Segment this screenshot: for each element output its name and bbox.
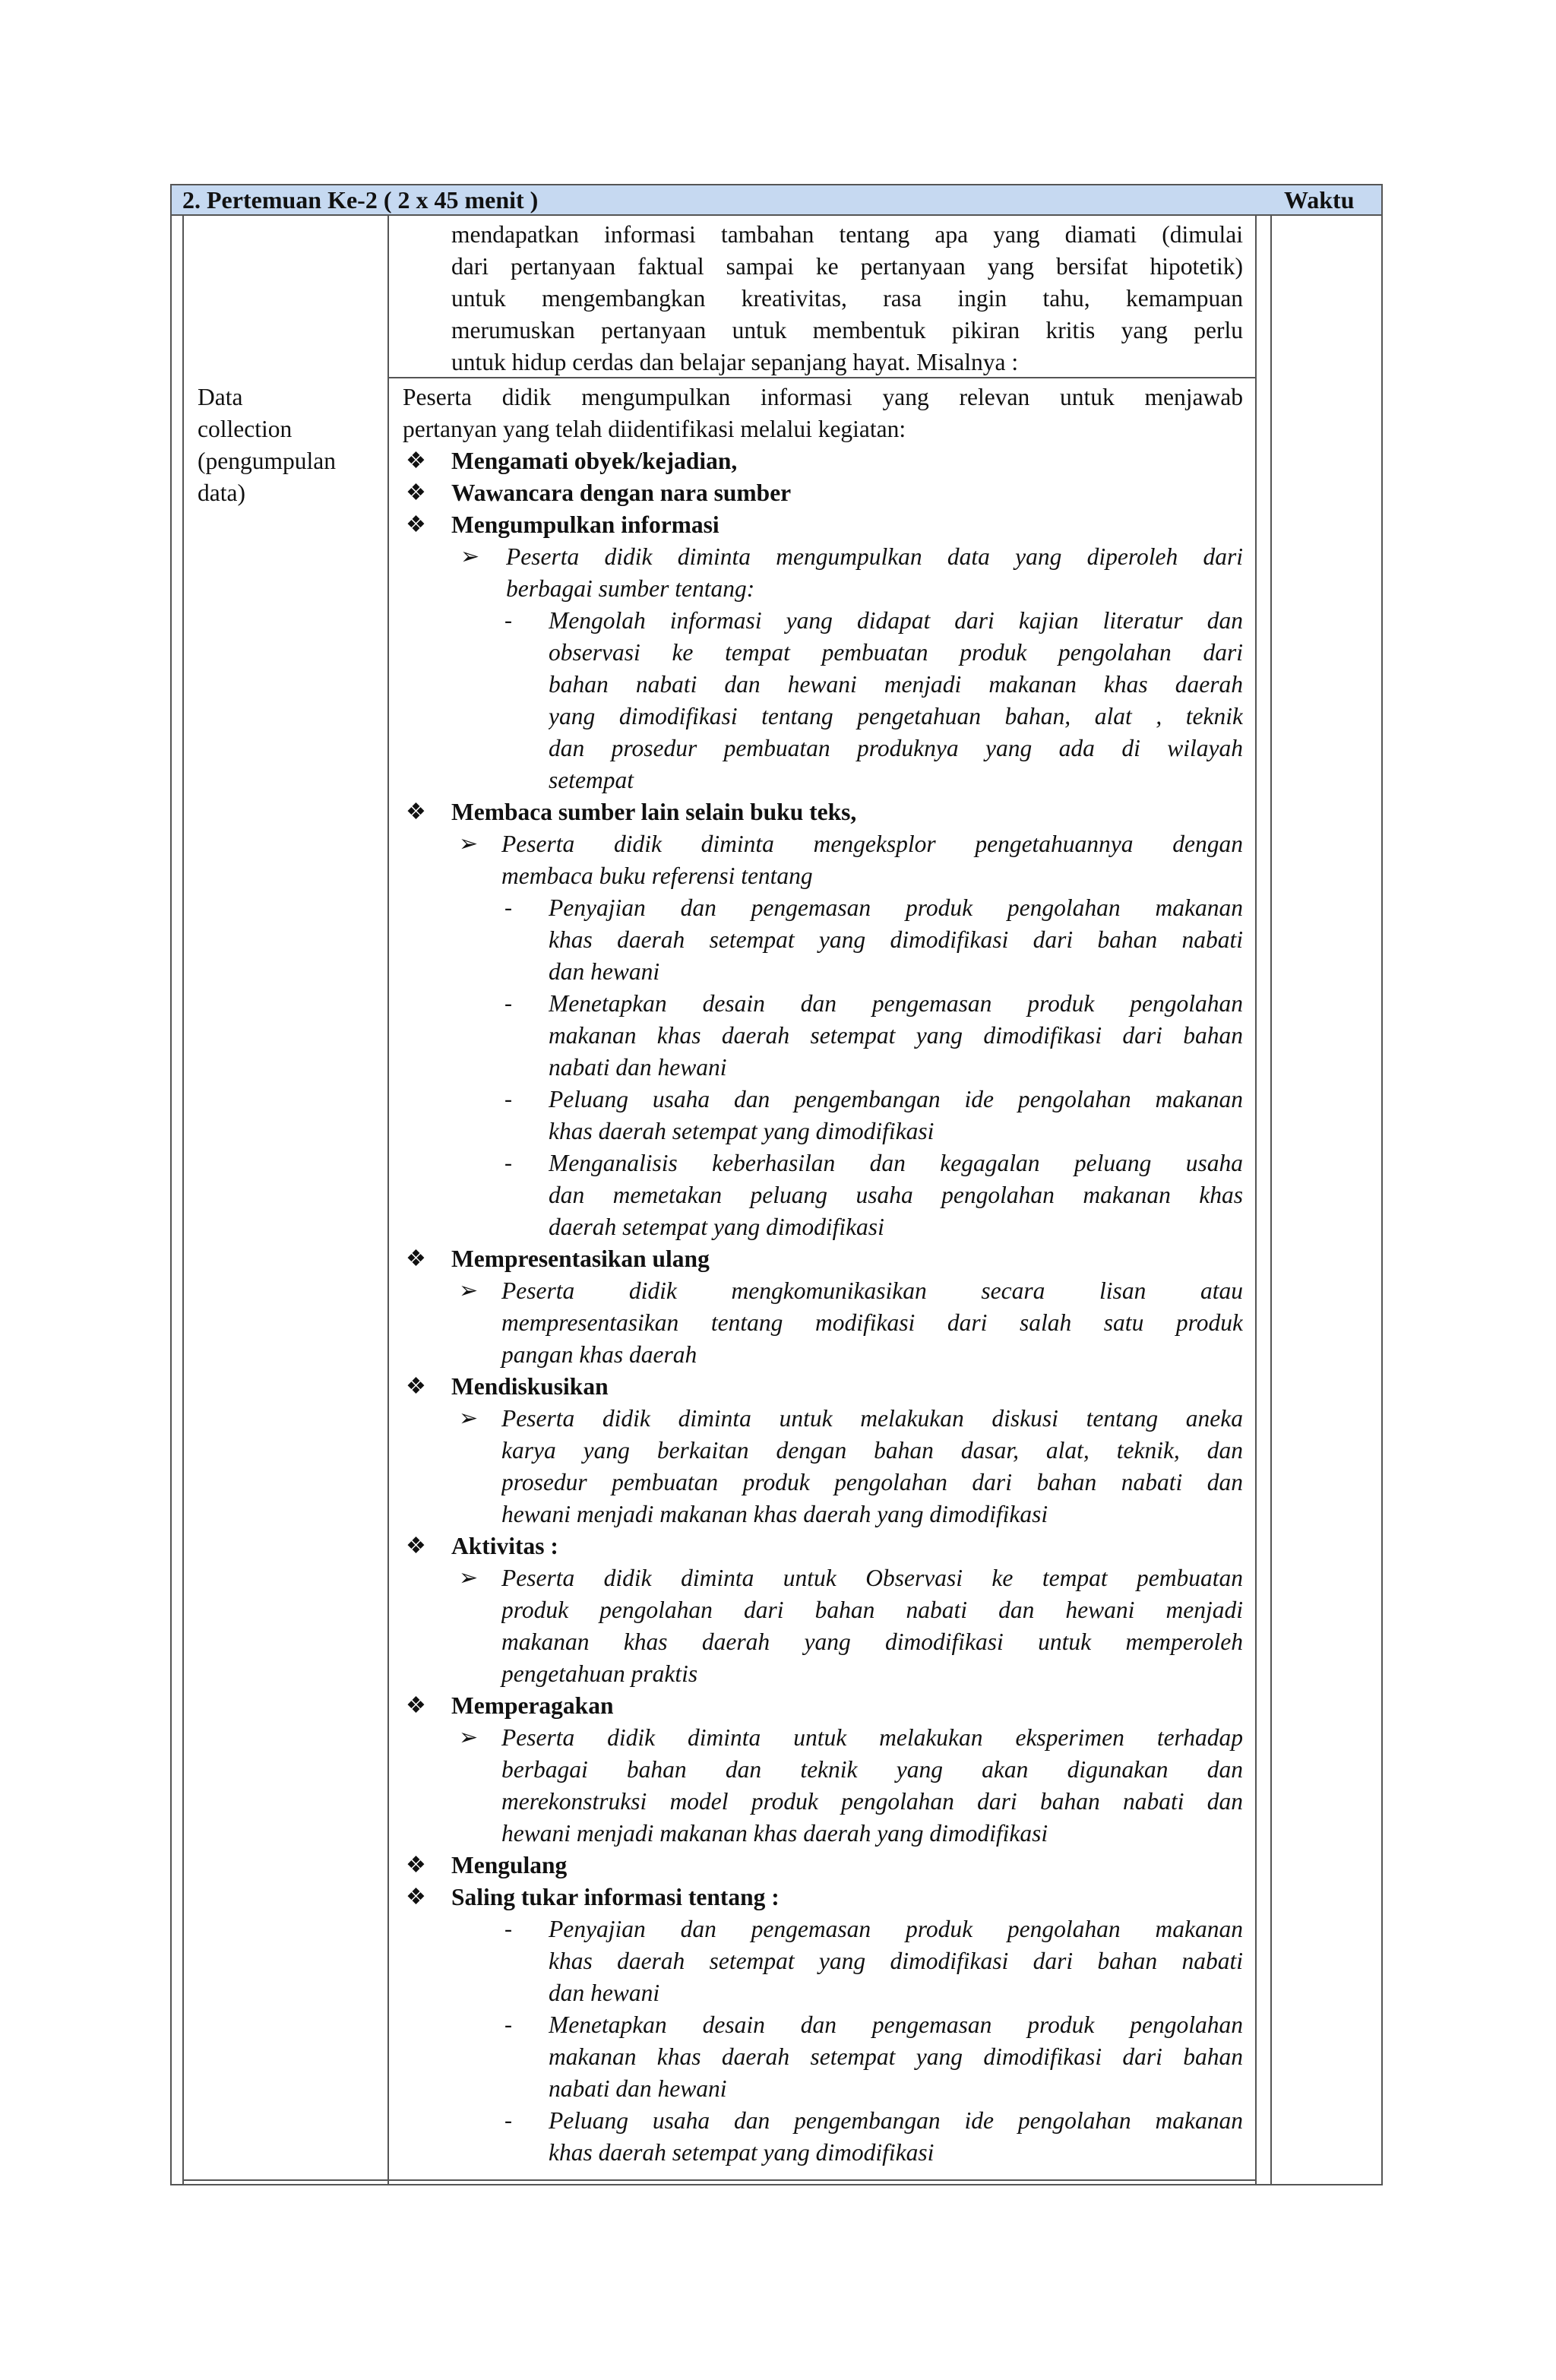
dash-bullet-icon: - <box>504 2012 512 2037</box>
dash-line: Penyajian dan pengemasan produk pengolahan makanan <box>549 1916 1243 1942</box>
diamond-bullet-icon: ❖ <box>406 1885 426 1910</box>
arrow-line: Peserta didik mengkomunikasikan secara lisan atau <box>501 1277 1243 1304</box>
arrow-bullet-icon: ➢ <box>460 544 480 569</box>
arrow-line: hewani menjadi makanan khas daerah yang dimodifikasi <box>501 1501 1048 1527</box>
bullet-heading <box>451 1882 780 1913</box>
stage-label: collection <box>198 416 293 442</box>
arrow-line: pangan khas daerah <box>501 1341 697 1368</box>
arrow-line: Peserta didik diminta untuk Observasi ke tempat pembuatan <box>501 1565 1243 1591</box>
bullet-heading: Memperagakan <box>451 1692 614 1719</box>
continuation-line: mendapatkan informasi tambahan tentang apa yang diamati (dimulai <box>451 221 1243 248</box>
dash-line: Menetapkan desain dan pengemasan produk pengolahan <box>549 990 1243 1017</box>
arrow-bullet-icon: ➢ <box>459 1278 479 1303</box>
arrow-line: merekonstruksi model produk pengolahan dari bahan nabati dan <box>501 1788 1243 1815</box>
bullet-heading: Mendiskusikan <box>451 1373 609 1400</box>
arrow-line: berbagai sumber tentang: <box>506 575 755 602</box>
dash-bullet-icon: - <box>504 991 512 1016</box>
diamond-bullet-icon: ❖ <box>406 512 426 537</box>
bullet-heading: Wawancara dengan nara sumber <box>451 479 792 506</box>
dash-line: dan hewani <box>549 1980 660 2006</box>
stage-label: data) <box>198 479 245 506</box>
arrow-bullet-icon: ➢ <box>459 1565 479 1590</box>
diamond-bullet-icon: ❖ <box>406 1853 426 1878</box>
arrow-line: Peserta didik diminta mengumpulkan data yang diperoleh dari <box>506 543 1243 570</box>
diamond-bullet-icon: ❖ <box>406 1533 426 1559</box>
bullet-heading: Mengulang <box>451 1852 568 1878</box>
dash-line: Peluang usaha dan pengembangan ide pengolahan makanan <box>549 1086 1243 1112</box>
dash-line: daerah setempat yang dimodifikasi <box>549 1214 884 1240</box>
bullet-heading-text: Saling tukar informasi tentang : <box>451 1884 780 1910</box>
stage-column-divider <box>387 216 389 2184</box>
arrow-line: membaca buku referensi tentang <box>501 862 813 889</box>
arrow-line: berbagai bahan dan teknik yang akan digunakan dan <box>501 1756 1243 1783</box>
arrow-line: pengetahuan praktis <box>501 1660 698 1687</box>
arrow-line: hewani menjadi makanan khas daerah yang dimodifikasi <box>501 1820 1048 1847</box>
dash-line: khas daerah setempat yang dimodifikasi dari bahan nabati <box>549 1948 1243 1974</box>
dash-line: Mengolah informasi yang didapat dari kajian literatur dan <box>549 607 1243 634</box>
bullet-heading: Mengumpulkan informasi <box>451 511 719 538</box>
dash-line: dan hewani <box>549 958 660 985</box>
dash-line: dan memetakan peluang usaha pengolahan makanan khas <box>549 1182 1243 1208</box>
arrow-bullet-icon: ➢ <box>459 831 479 856</box>
waktu-column-header: Waktu <box>1284 186 1355 214</box>
continuation-line: merumuskan pertanyaan untuk membentuk pikiran kritis yang perlu <box>451 317 1243 343</box>
dash-bullet-icon: - <box>504 608 512 633</box>
dash-line: Menganalisis keberhasilan dan kegagalan peluang usaha <box>549 1150 1243 1176</box>
dash-line: makanan khas daerah setempat yang dimodifikasi dari bahan <box>549 2043 1243 2070</box>
arrow-line: Peserta didik diminta mengeksplor pengetahuannya dengan <box>501 831 1243 857</box>
intro-line: Peserta didik mengumpulkan informasi yang relevan untuk menjawab <box>403 384 1243 410</box>
diamond-bullet-icon: ❖ <box>406 1693 426 1718</box>
arrow-line: mempresentasikan tentang modifikasi dari salah satu produk <box>501 1309 1243 1336</box>
diamond-bullet-icon: ❖ <box>406 480 426 505</box>
bullet-heading: Mengamati obyek/kejadian, <box>451 448 738 474</box>
arrow-line: prosedur pembuatan produk pengolahan dari bahan nabati dan <box>501 1469 1243 1495</box>
dash-bullet-icon: - <box>504 1087 512 1112</box>
bullet-heading: Mempresentasikan ulang <box>451 1245 710 1272</box>
diamond-bullet-icon: ❖ <box>406 1374 426 1399</box>
diamond-bullet-icon: ❖ <box>406 799 426 824</box>
dash-line: nabati dan hewani <box>549 2075 727 2102</box>
dash-line: nabati dan hewani <box>549 1054 727 1081</box>
waktu-column-divider <box>1270 216 1272 2184</box>
intro-line: pertanyan yang telah diidentifikasi melalui kegiatan: <box>403 416 906 442</box>
arrow-bullet-icon: ➢ <box>459 1725 479 1750</box>
stage-label: (pengumpulan <box>198 448 336 474</box>
dash-line: Menetapkan desain dan pengemasan produk pengolahan <box>549 2011 1243 2038</box>
arrow-line: makanan khas daerah yang dimodifikasi untuk memperoleh <box>501 1628 1243 1655</box>
dash-line: Penyajian dan pengemasan produk pengolahan makanan <box>549 894 1243 921</box>
meeting-title: 2. Pertemuan Ke-2 ( 2 x 45 menit ) <box>182 186 539 214</box>
bullet-heading: Aktivitas : <box>451 1533 558 1559</box>
dash-line: khas daerah setempat yang dimodifikasi <box>549 1118 935 1144</box>
inner-bottom-border <box>182 2179 1257 2181</box>
dash-line: makanan khas daerah setempat yang dimodifikasi dari bahan <box>549 1022 1243 1049</box>
dash-line: khas daerah setempat yang dimodifikasi <box>549 2139 935 2166</box>
diamond-bullet-icon: ❖ <box>406 1246 426 1271</box>
dash-bullet-icon: - <box>504 895 512 920</box>
dash-line: bahan nabati dan hewani menjadi makanan khas daerah <box>549 671 1243 698</box>
dash-line: khas daerah setempat yang dimodifikasi dari bahan nabati <box>549 926 1243 953</box>
arrow-line: karya yang berkaitan dengan bahan dasar, alat, teknik, dan <box>501 1437 1243 1464</box>
arrow-bullet-icon: ➢ <box>459 1406 479 1431</box>
dash-line: observasi ke tempat pembuatan produk pengolahan dari <box>549 639 1243 666</box>
arrow-line: produk pengolahan dari bahan nabati dan hewani menjadi <box>501 1597 1243 1623</box>
diamond-bullet-icon: ❖ <box>406 448 426 473</box>
arrow-line: Peserta didik diminta untuk melakukan eksperimen terhadap <box>501 1724 1243 1751</box>
continuation-line: untuk hidup cerdas dan belajar sepanjang hayat. Misalnya : <box>451 349 1019 375</box>
dash-bullet-icon: - <box>504 1150 512 1176</box>
bullet-heading: Membaca sumber lain selain buku teks, <box>451 799 857 825</box>
dash-line: dan prosedur pembuatan produknya yang ada di wilayah <box>549 735 1243 761</box>
continuation-line: dari pertanyaan faktual sampai ke pertanyaan yang bersifat hipotetik) <box>451 253 1243 280</box>
dash-line: setempat <box>549 767 634 793</box>
stage-label: Data <box>198 384 243 410</box>
continuation-line: untuk mengembangkan kreativitas, rasa ingin tahu, kemampuan <box>451 285 1243 312</box>
inner-left-border <box>182 216 184 2184</box>
dash-bullet-icon: - <box>504 1916 512 1942</box>
arrow-line: Peserta didik diminta untuk melakukan diskusi tentang aneka <box>501 1405 1243 1432</box>
dash-bullet-icon: - <box>504 2108 512 2133</box>
dash-line: yang dimodifikasi tentang pengetahuan bahan, alat , teknik <box>549 703 1243 730</box>
content-column-divider <box>1255 216 1257 2184</box>
dash-line: Peluang usaha dan pengembangan ide pengolahan makanan <box>549 2107 1243 2134</box>
